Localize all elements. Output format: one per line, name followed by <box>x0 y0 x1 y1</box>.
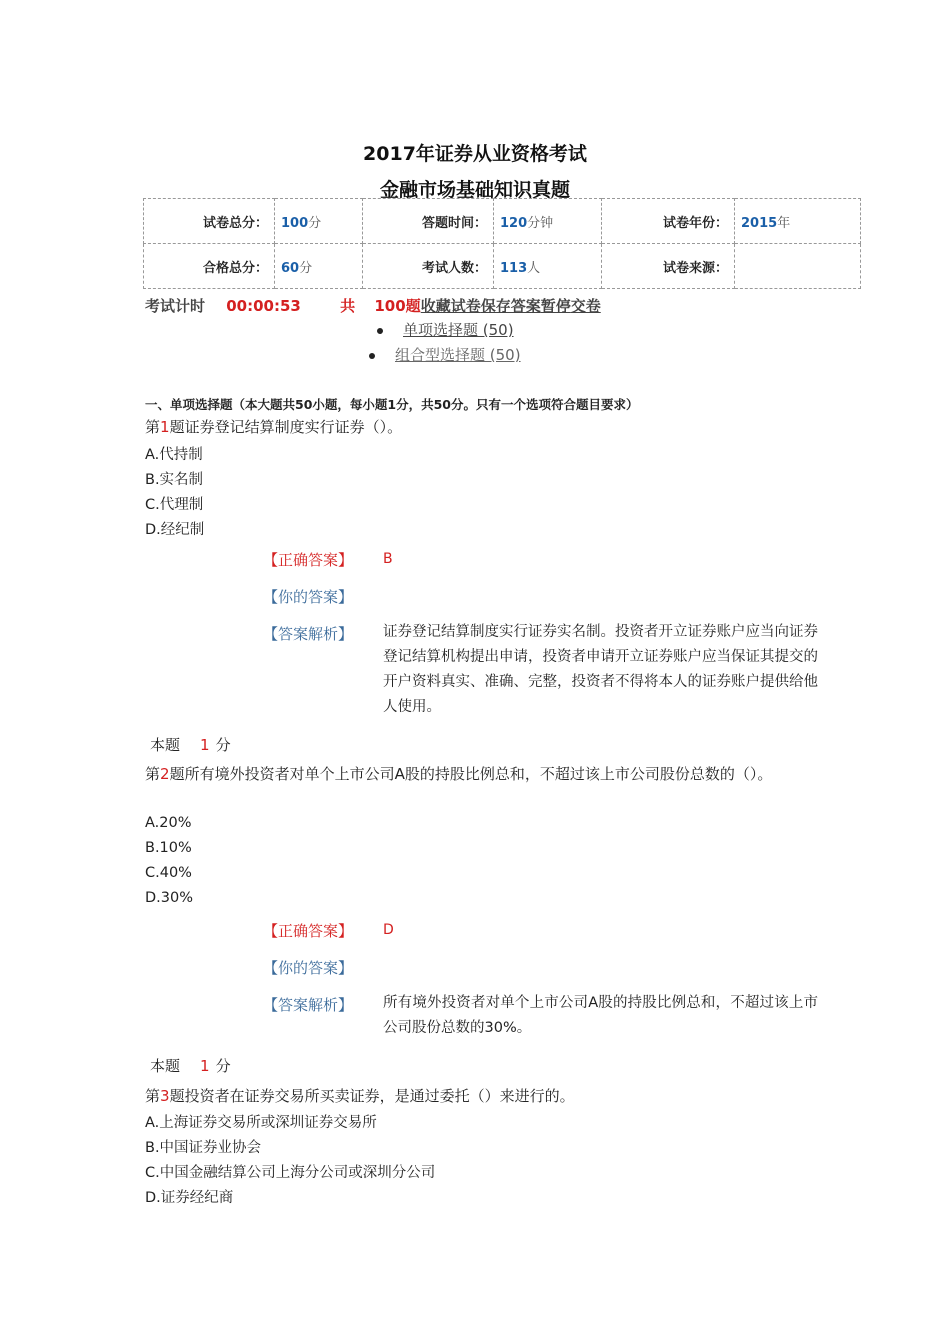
total-prefix: 共 <box>340 297 356 315</box>
option-b[interactable]: B.实名制 <box>145 472 204 488</box>
option-a[interactable]: A.20% <box>145 815 192 831</box>
submit-link[interactable]: 交卷 <box>570 297 601 315</box>
analysis-text: 所有境外投资者对单个上市公司A股的持股比例总和，不超过该上市公司股份总数的30%。 <box>383 995 818 1036</box>
option-a[interactable]: A.代持制 <box>145 447 203 463</box>
time-value: 120分钟 <box>494 199 602 244</box>
option-c[interactable]: C.40% <box>145 865 192 881</box>
your-answer-label: 【你的答案】 <box>263 588 354 606</box>
section-title: 一、单项选择题（本大题共50小题，每小题1分，共50分。只有一个选项符合题目要求） <box>145 397 639 412</box>
total-suffix: 题 <box>405 297 421 315</box>
correct-answer-label: 【正确答案】 <box>263 551 354 569</box>
total-count: 100 <box>374 297 406 315</box>
question-text: 第3题投资者在证券交易所买卖证券，是通过委托（）来进行的。 <box>145 1087 575 1105</box>
pass-value: 60分 <box>275 244 363 289</box>
analysis-label: 【答案解析】 <box>263 625 354 643</box>
option-d[interactable]: D.证券经纪商 <box>145 1190 234 1206</box>
option-c[interactable]: C.中国金融结算公司上海分公司或深圳分公司 <box>145 1165 436 1181</box>
timer-bar <box>145 295 601 316</box>
year-label: 试卷年份： <box>602 199 735 244</box>
option-b[interactable]: B.10% <box>145 840 192 856</box>
pass-label: 合格总分： <box>144 244 275 289</box>
your-answer-label: 【你的答案】 <box>263 959 354 977</box>
bullet-icon <box>369 353 375 359</box>
people-value: 113人 <box>494 244 602 289</box>
nav-item-combo-choice[interactable]: 组合型选择题 (50) <box>369 344 521 365</box>
question-score: 本题 1 分 <box>150 1057 231 1075</box>
correct-answer-value: B <box>383 551 393 567</box>
question-score: 本题 1 分 <box>150 736 231 754</box>
bullet-icon <box>377 328 383 334</box>
favorite-link[interactable]: 收藏试卷 <box>420 297 481 315</box>
correct-answer-label: 【正确答案】 <box>263 922 354 940</box>
timer-value: 00:00:53 <box>226 297 301 315</box>
total-score-label: 试卷总分： <box>144 199 275 244</box>
people-label: 考试人数： <box>363 244 494 289</box>
year-value: 2015年 <box>735 199 861 244</box>
analysis-text: 证券登记结算制度实行证券实名制。投资者开立证券账户应当向证券登记结算机构提出申请，投资者申请开立证券账户应当保证其提交的开户资料真实、准确、完整，投资者不得将本人的证券账户提供给他人使用。 <box>383 624 818 715</box>
option-b[interactable]: B.中国证券业协会 <box>145 1140 262 1156</box>
time-label: 答题时间： <box>363 199 494 244</box>
timer-label: 考试计时 <box>145 297 206 315</box>
pause-link[interactable]: 暂停 <box>540 297 571 315</box>
question-text: 第2题所有境外投资者对单个上市公司A股的持股比例总和，不超过该上市公司股份总数的（）。 <box>145 765 773 783</box>
page-title: 2017年证券从业资格考试 <box>363 143 587 165</box>
analysis-label: 【答案解析】 <box>263 996 354 1014</box>
total-score-value: 100分 <box>275 199 363 244</box>
save-answer-link[interactable]: 保存答案 <box>480 297 541 315</box>
source-label: 试卷来源： <box>602 244 735 289</box>
option-c[interactable]: C.代理制 <box>145 497 204 513</box>
option-d[interactable]: D.经纪制 <box>145 522 205 538</box>
nav-item-single-choice[interactable]: 单项选择题 (50) <box>377 319 514 340</box>
exam-info-table <box>143 198 861 289</box>
option-a[interactable]: A.上海证券交易所或深圳证券交易所 <box>145 1115 377 1131</box>
option-d[interactable]: D.30% <box>145 890 194 906</box>
source-value <box>735 244 861 289</box>
correct-answer-value: D <box>383 922 394 938</box>
question-text: 第1题证券登记结算制度实行证券（）。 <box>145 418 403 436</box>
page-subtitle: 金融市场基础知识真题 <box>379 179 570 201</box>
